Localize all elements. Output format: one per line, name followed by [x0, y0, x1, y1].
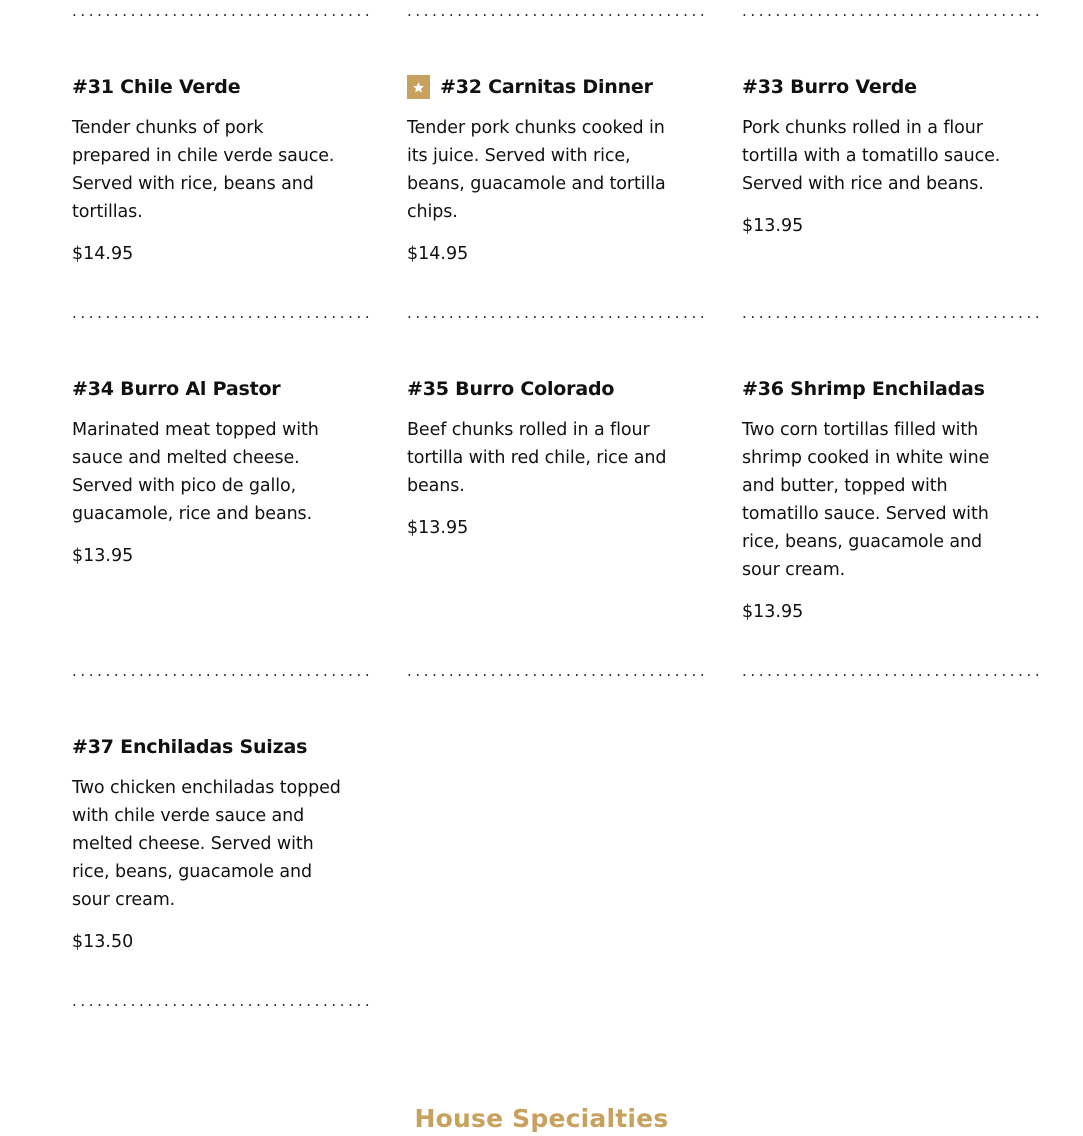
menu-item-description: Two chicken enchiladas topped with chile verde sauce and melted cheese. Served with rice, beans, guacamole and sour cream.	[72, 778, 341, 910]
dotted-separator: ....................................	[72, 304, 374, 322]
menu-item-description: Beef chunks rolled in a flour tortilla with red chile, rice and beans.	[407, 420, 667, 496]
dotted-separator: ....................................	[407, 2, 709, 20]
dotted-separator: ....................................	[742, 2, 1044, 20]
menu-item-title: #35 Burro Colorado	[407, 378, 615, 400]
menu-item-title: #32 Carnitas Dinner	[407, 74, 679, 100]
dotted-separator: ....................................	[742, 662, 1044, 680]
menu-item-title: #34 Burro Al Pastor	[72, 378, 281, 400]
menu-item-price: $14.95	[407, 244, 469, 264]
menu-item-title: #37 Enchiladas Suizas	[72, 736, 308, 758]
menu-item-description: Two corn tortillas filled with shrimp cooked in white wine and butter, topped with tomatillo sauce. Served with rice, beans, guacamole and sour cream.	[742, 420, 990, 580]
menu-item	[742, 376, 1014, 626]
menu-item	[407, 376, 679, 542]
menu-item-title: #36 Shrimp Enchiladas	[742, 378, 985, 400]
dotted-separator: ....................................	[72, 992, 374, 1010]
menu-item	[72, 734, 344, 956]
dotted-separator: ....................................	[72, 2, 374, 20]
menu-item-description: Tender chunks of pork prepared in chile verde sauce. Served with rice, beans and tortillas.	[72, 118, 335, 222]
menu-item-price: $13.95	[742, 216, 804, 236]
dotted-separator: ....................................	[742, 304, 1044, 322]
menu-item	[72, 376, 344, 570]
menu-item-price: $13.50	[72, 932, 134, 952]
dotted-separator: ....................................	[72, 662, 374, 680]
dotted-separator: ....................................	[407, 304, 709, 322]
menu-item	[407, 74, 679, 268]
section-title: House Specialties	[414, 1103, 669, 1133]
menu-item-price: $13.95	[407, 518, 469, 538]
menu-item-title: #33 Burro Verde	[742, 76, 917, 98]
menu-item-title: #31 Chile Verde	[72, 76, 241, 98]
menu-item-description: Pork chunks rolled in a flour tortilla with a tomatillo sauce. Served with rice and beans.	[742, 118, 1001, 194]
menu-item	[72, 74, 344, 268]
menu-item	[742, 74, 1014, 240]
menu-item-price: $13.95	[742, 602, 804, 622]
menu-item-description: Marinated meat topped with sauce and melted cheese. Served with pico de gallo, guacamole, rice and beans.	[72, 420, 319, 524]
menu-item-price: $14.95	[72, 244, 134, 264]
star-icon	[407, 75, 430, 99]
menu-item-description: Tender pork chunks cooked in its juice. Served with rice, beans, guacamole and tortilla chips.	[407, 118, 666, 222]
dotted-separator: ....................................	[407, 662, 709, 680]
menu-item-price: $13.95	[72, 546, 134, 566]
